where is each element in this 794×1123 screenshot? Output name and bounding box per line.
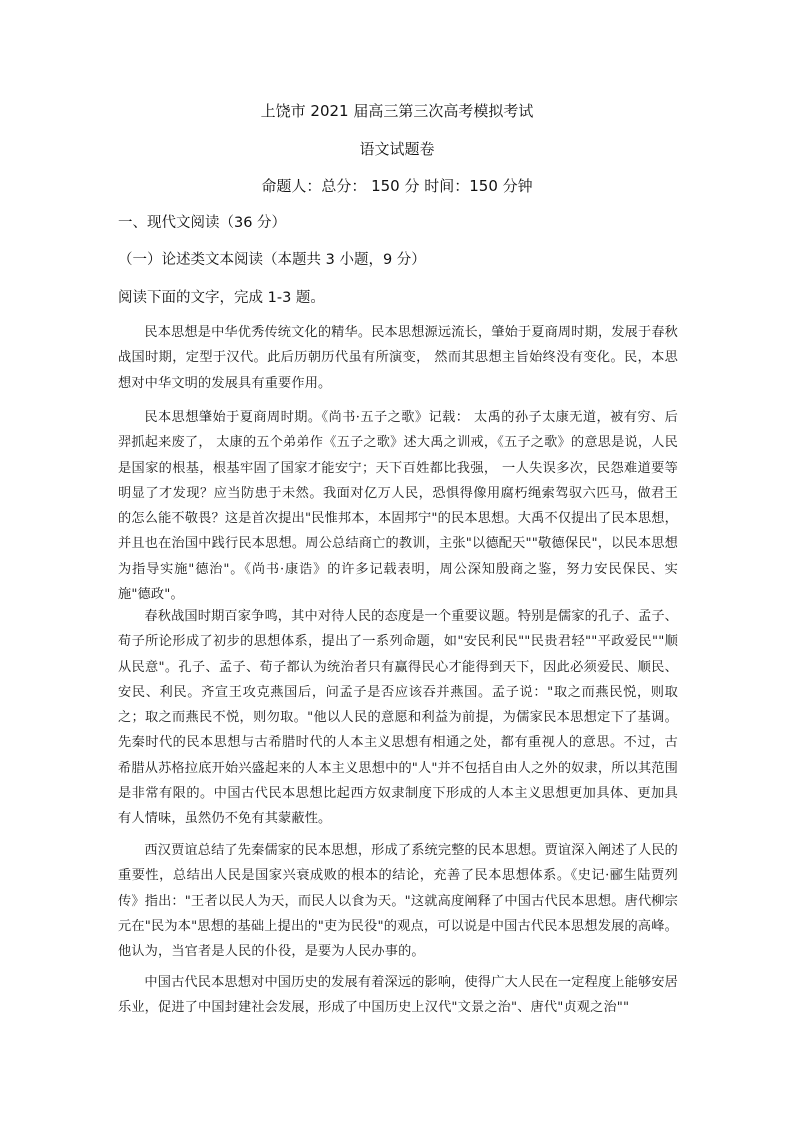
exam-meta-line: 命题人：总分： 150 分 时间：150 分钟 bbox=[261, 177, 533, 195]
exam-title: 上饶市 2021 届高三第三次高考模拟考试 bbox=[260, 102, 534, 120]
passage-paragraph-3: 春秋战国时期百家争鸣，其中对待人民的态度是一个重要议题。特别是儒家的孔子、孟子、荀子所论形成了初步的思想体系，提出了一系列命题，如"安民利民""民贵君轻""平政爱民""顺从民意"。孔子、孟子、荀子都认为统治者只有赢得民心才能得到天下，因此必须爱民、顺民、安民、利民。齐宣王攻克燕国后，问孟子是否应该吞并燕国。孟子说："取之而燕民悦，则取之；取之而燕民不悦，则勿取。"他以人民的意愿和利益为前提，为儒家民本思想定下了基调。先秦时代的民本思想与古希腊时代的人本主义思想有相通之处，都有重视人的意思。不过，古希腊从苏格拉底开始兴盛起来的人本主义思想中的"人"并不包括自由人之外的奴隶，所以其范围是非常有限的。中国古代民本思想比起西方奴隶制度下形成的人本主义思想更加具体、更加具有人情味，虽然仍不免有其蒙蔽性。 bbox=[118, 609, 678, 827]
subject-title: 语文试题卷 bbox=[359, 140, 435, 158]
passage-paragraph-1: 民本思想是中华优秀传统文化的精华。民本思想源远流长，肇始于夏商周时期，发展于春秋战国时期，定型于汉代。此后历朝历代虽有所演变， 然而其思想主旨始终没有变化。民，本思想对中华文明的发展具有重要作用。 bbox=[118, 325, 678, 391]
passage-paragraph-4: 西汉贾谊总结了先秦儒家的民本思想，形成了系统完整的民本思想。贾谊深入阐述了人民的重要性，总结出人民是国家兴衰成败的根本的结论，充善了民本思想体系。《史记·郦生陆贾列传》指出："王者以民人为天，而民人以食为天。"这就高度阐释了中国古代民本思想。唐代柳宗元在"民为本"思想的基础上提出的"吏为民役"的观点，可以说是中国古代民本思想发展的高峰。他认为，当官者是人民的仆役，是要为人民办事的。 bbox=[118, 843, 678, 960]
passage-paragraph-5: 中国古代民本思想对中国历史的发展有着深远的影响，使得广大人民在一定程度上能够安居乐业，促进了中国封建社会发展，形成了中国历史上汉代"文景之治"、唐代"贞观之治"" bbox=[118, 975, 678, 1016]
section-heading-modern-reading: 一、现代文阅读（36 分） bbox=[118, 215, 287, 231]
subsection-heading-argumentative: （一）论述类文本阅读（本题共 3 小题，9 分） bbox=[118, 252, 426, 268]
passage-paragraph-2: 民本思想肇始于夏商周时期。《尚书·五子之歌》记载： 太禹的孙子太康无道，被有穷、后羿抓起来废了， 太康的五个弟弟作《五子之歌》述大禹之训戒，《五子之歌》的意思是说，人民是国家的根基，根基牢固了国家才能安宁；天下百姓都比我强， 一人失误多次，民怨难道要等明显了才发现？应当防患于未然。我面对亿万人民，恐惧得像用腐朽绳索驾驭六匹马，做君王的怎么能不敬畏？这是首次提出"民惟邦本，本固邦宁"的民本思想。大禹不仅提出了民本思想，并且也在治国中践行民本思想。周公总结商亡的教训，主张"以德配天""敬德保民"，以民本思想为指导实施"德治"。《尚书·康诰》的许多记载表明，周公深知殷商之鉴，努力安民保民、实施"德政"。 bbox=[118, 410, 678, 603]
reading-instruction: 阅读下面的文字，完成 1-3 题。 bbox=[118, 290, 325, 306]
